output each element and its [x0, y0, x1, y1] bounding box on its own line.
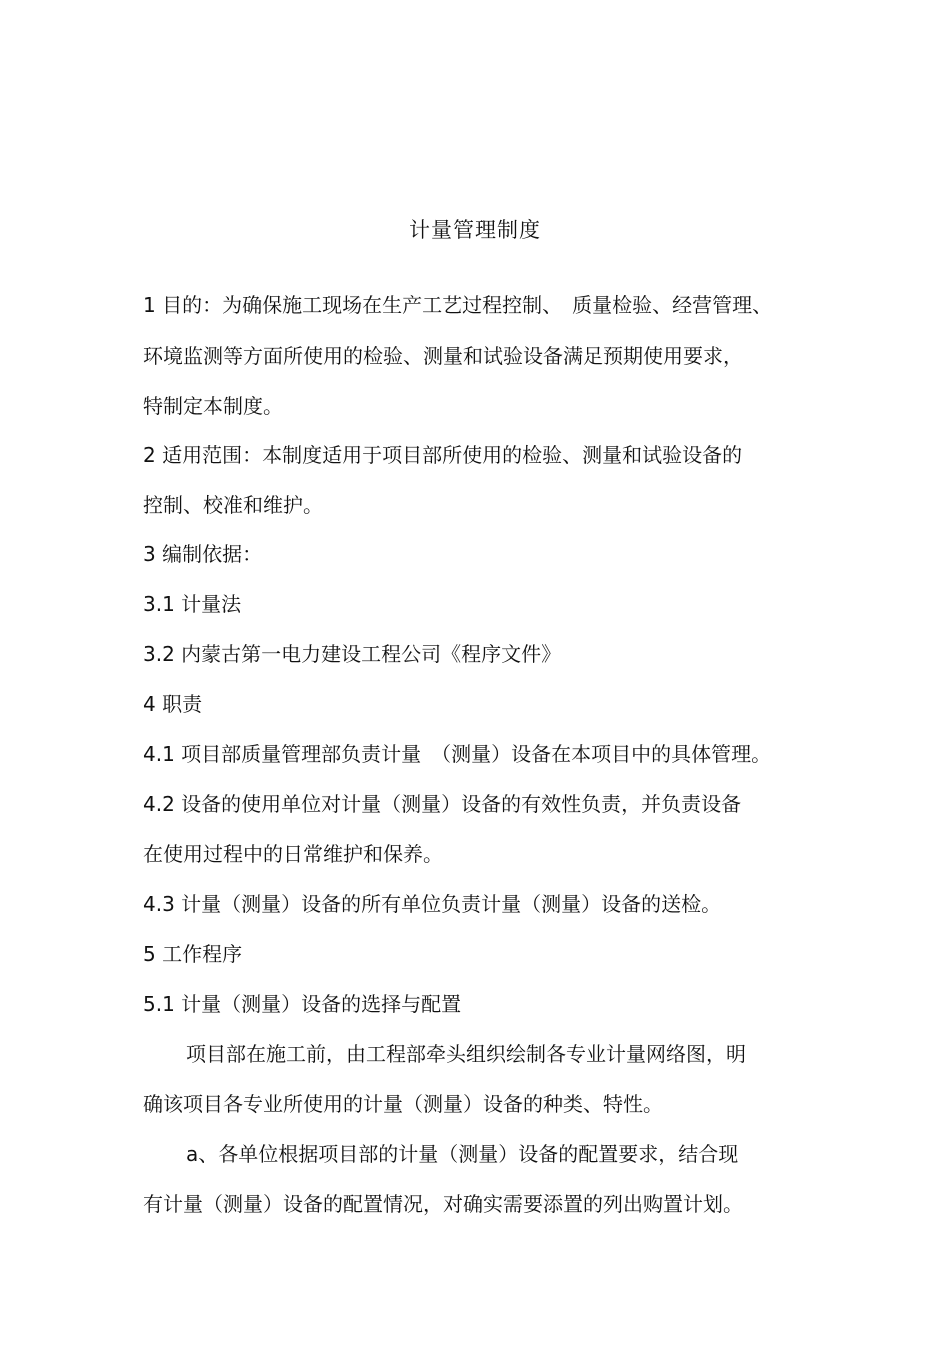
paragraph-line-scope: 2 适用范围：本制度适用于项目部所使用的检验、测量和试验设备的 — [143, 443, 743, 467]
section-heading-duties: 4 职责 — [143, 692, 203, 716]
paragraph-line: a、各单位根据项目部的计量（测量）设备的配置要求，结合现 — [186, 1142, 739, 1166]
paragraph-line: 确该项目各专业所使用的计量（测量）设备的种类、特性。 — [143, 1092, 663, 1116]
paragraph-line: 特制定本制度。 — [143, 394, 283, 418]
section-heading-basis: 3 编制依据： — [143, 542, 263, 566]
paragraph-line: 在使用过程中的日常维护和保养。 — [143, 842, 443, 866]
list-item: 3.1 计量法 — [143, 592, 242, 616]
list-item: 4.2 设备的使用单位对计量（测量）设备的有效性负责，并负责设备 — [143, 792, 742, 816]
paragraph-line: 项目部在施工前，由工程部牵头组织绘制各专业计量网络图，明 — [186, 1042, 746, 1066]
list-item: 4.3 计量（测量）设备的所有单位负责计量（测量）设备的送检。 — [143, 892, 722, 916]
paragraph-line: 控制、校准和维护。 — [143, 493, 323, 517]
list-item: 3.2 内蒙古第一电力建设工程公司《程序文件》 — [143, 642, 562, 666]
list-item: 4.1 项目部质量管理部负责计量 （测量）设备在本项目中的具体管理。 — [143, 742, 772, 766]
list-item: 5.1 计量（测量）设备的选择与配置 — [143, 992, 462, 1016]
paragraph-line: 环境监测等方面所使用的检验、测量和试验设备满足预期使用要求， — [143, 344, 743, 368]
document-title: 计量管理制度 — [409, 218, 541, 242]
section-heading-procedure: 5 工作程序 — [143, 942, 243, 966]
paragraph-line-purpose: 1 目的：为确保施工现场在生产工艺过程控制、 质量检验、经营管理、 — [143, 293, 773, 317]
paragraph-line: 有计量（测量）设备的配置情况，对确实需要添置的列出购置计划。 — [143, 1192, 743, 1216]
